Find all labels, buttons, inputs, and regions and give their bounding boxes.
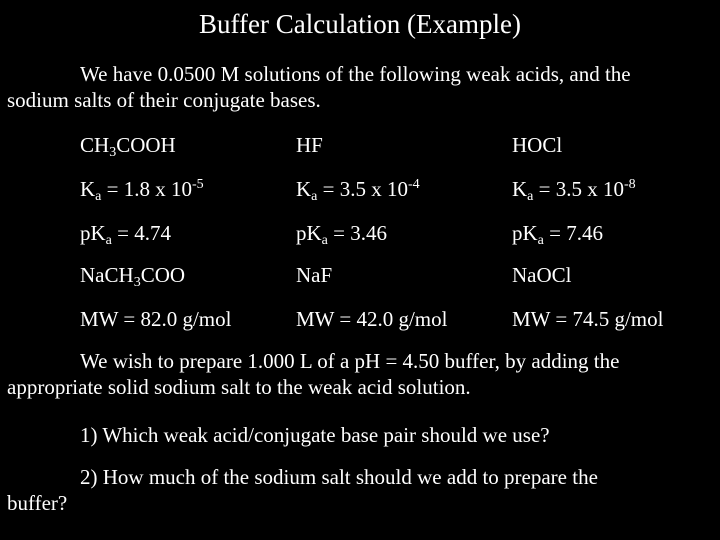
ka-hocl: $K_a = 3.5$ x $10^{-8}$ <box>512 177 636 204</box>
task-paragraph <box>7 348 713 400</box>
question-1: 1) Which weak acid/conjugate base pair should we use? <box>80 423 550 447</box>
pka-hf: $pK_a = 3.46$ <box>296 221 387 248</box>
acid-formula-hocl: HOCl <box>512 133 563 157</box>
ka-hf: $K_a = 3.5$ x $10^{-4}$ <box>296 177 420 204</box>
question-2-line-2: buffer? <box>7 491 68 515</box>
intro-line-1: We have 0.0500 M solutions of the following weak acids, and the <box>80 62 631 86</box>
pka-acetic: $pK_a = 4.74$ <box>80 221 171 248</box>
task-line-2: appropriate solid sodium salt to the weak acid solution. <box>7 375 471 399</box>
question-2-line-1: 2) How much of the sodium salt should we add to prepare the <box>80 465 598 489</box>
salt-sodium-fluoride: NaF <box>296 263 333 287</box>
question-2 <box>7 464 713 516</box>
ka-acetic: $K_a = 1.8$ x $10^{-5}$ <box>80 177 204 204</box>
slide-title: Buffer Calculation (Example) <box>199 9 521 39</box>
pka-hocl: $pK_a = 7.46$ <box>512 221 603 248</box>
task-line-1: We wish to prepare 1.000 L of a pH = 4.50 buffer, by adding the <box>80 349 620 373</box>
mw-sodium-fluoride: MW = 42.0 g/mol <box>296 307 448 331</box>
salt-sodium-acetate: NaCH$_3$COO <box>80 263 186 290</box>
intro-paragraph <box>7 61 713 113</box>
salt-sodium-hypochlorite: NaOCl <box>512 263 572 287</box>
acid-formula-hf: HF <box>296 133 323 157</box>
intro-line-2: sodium salts of their conjugate bases. <box>7 88 321 112</box>
mw-sodium-hypochlorite: MW = 74.5 g/mol <box>512 307 664 331</box>
acid-formula-acetic: $CH_3COOH$ <box>80 133 176 160</box>
mw-sodium-acetate: MW = 82.0 g/mol <box>80 307 232 331</box>
